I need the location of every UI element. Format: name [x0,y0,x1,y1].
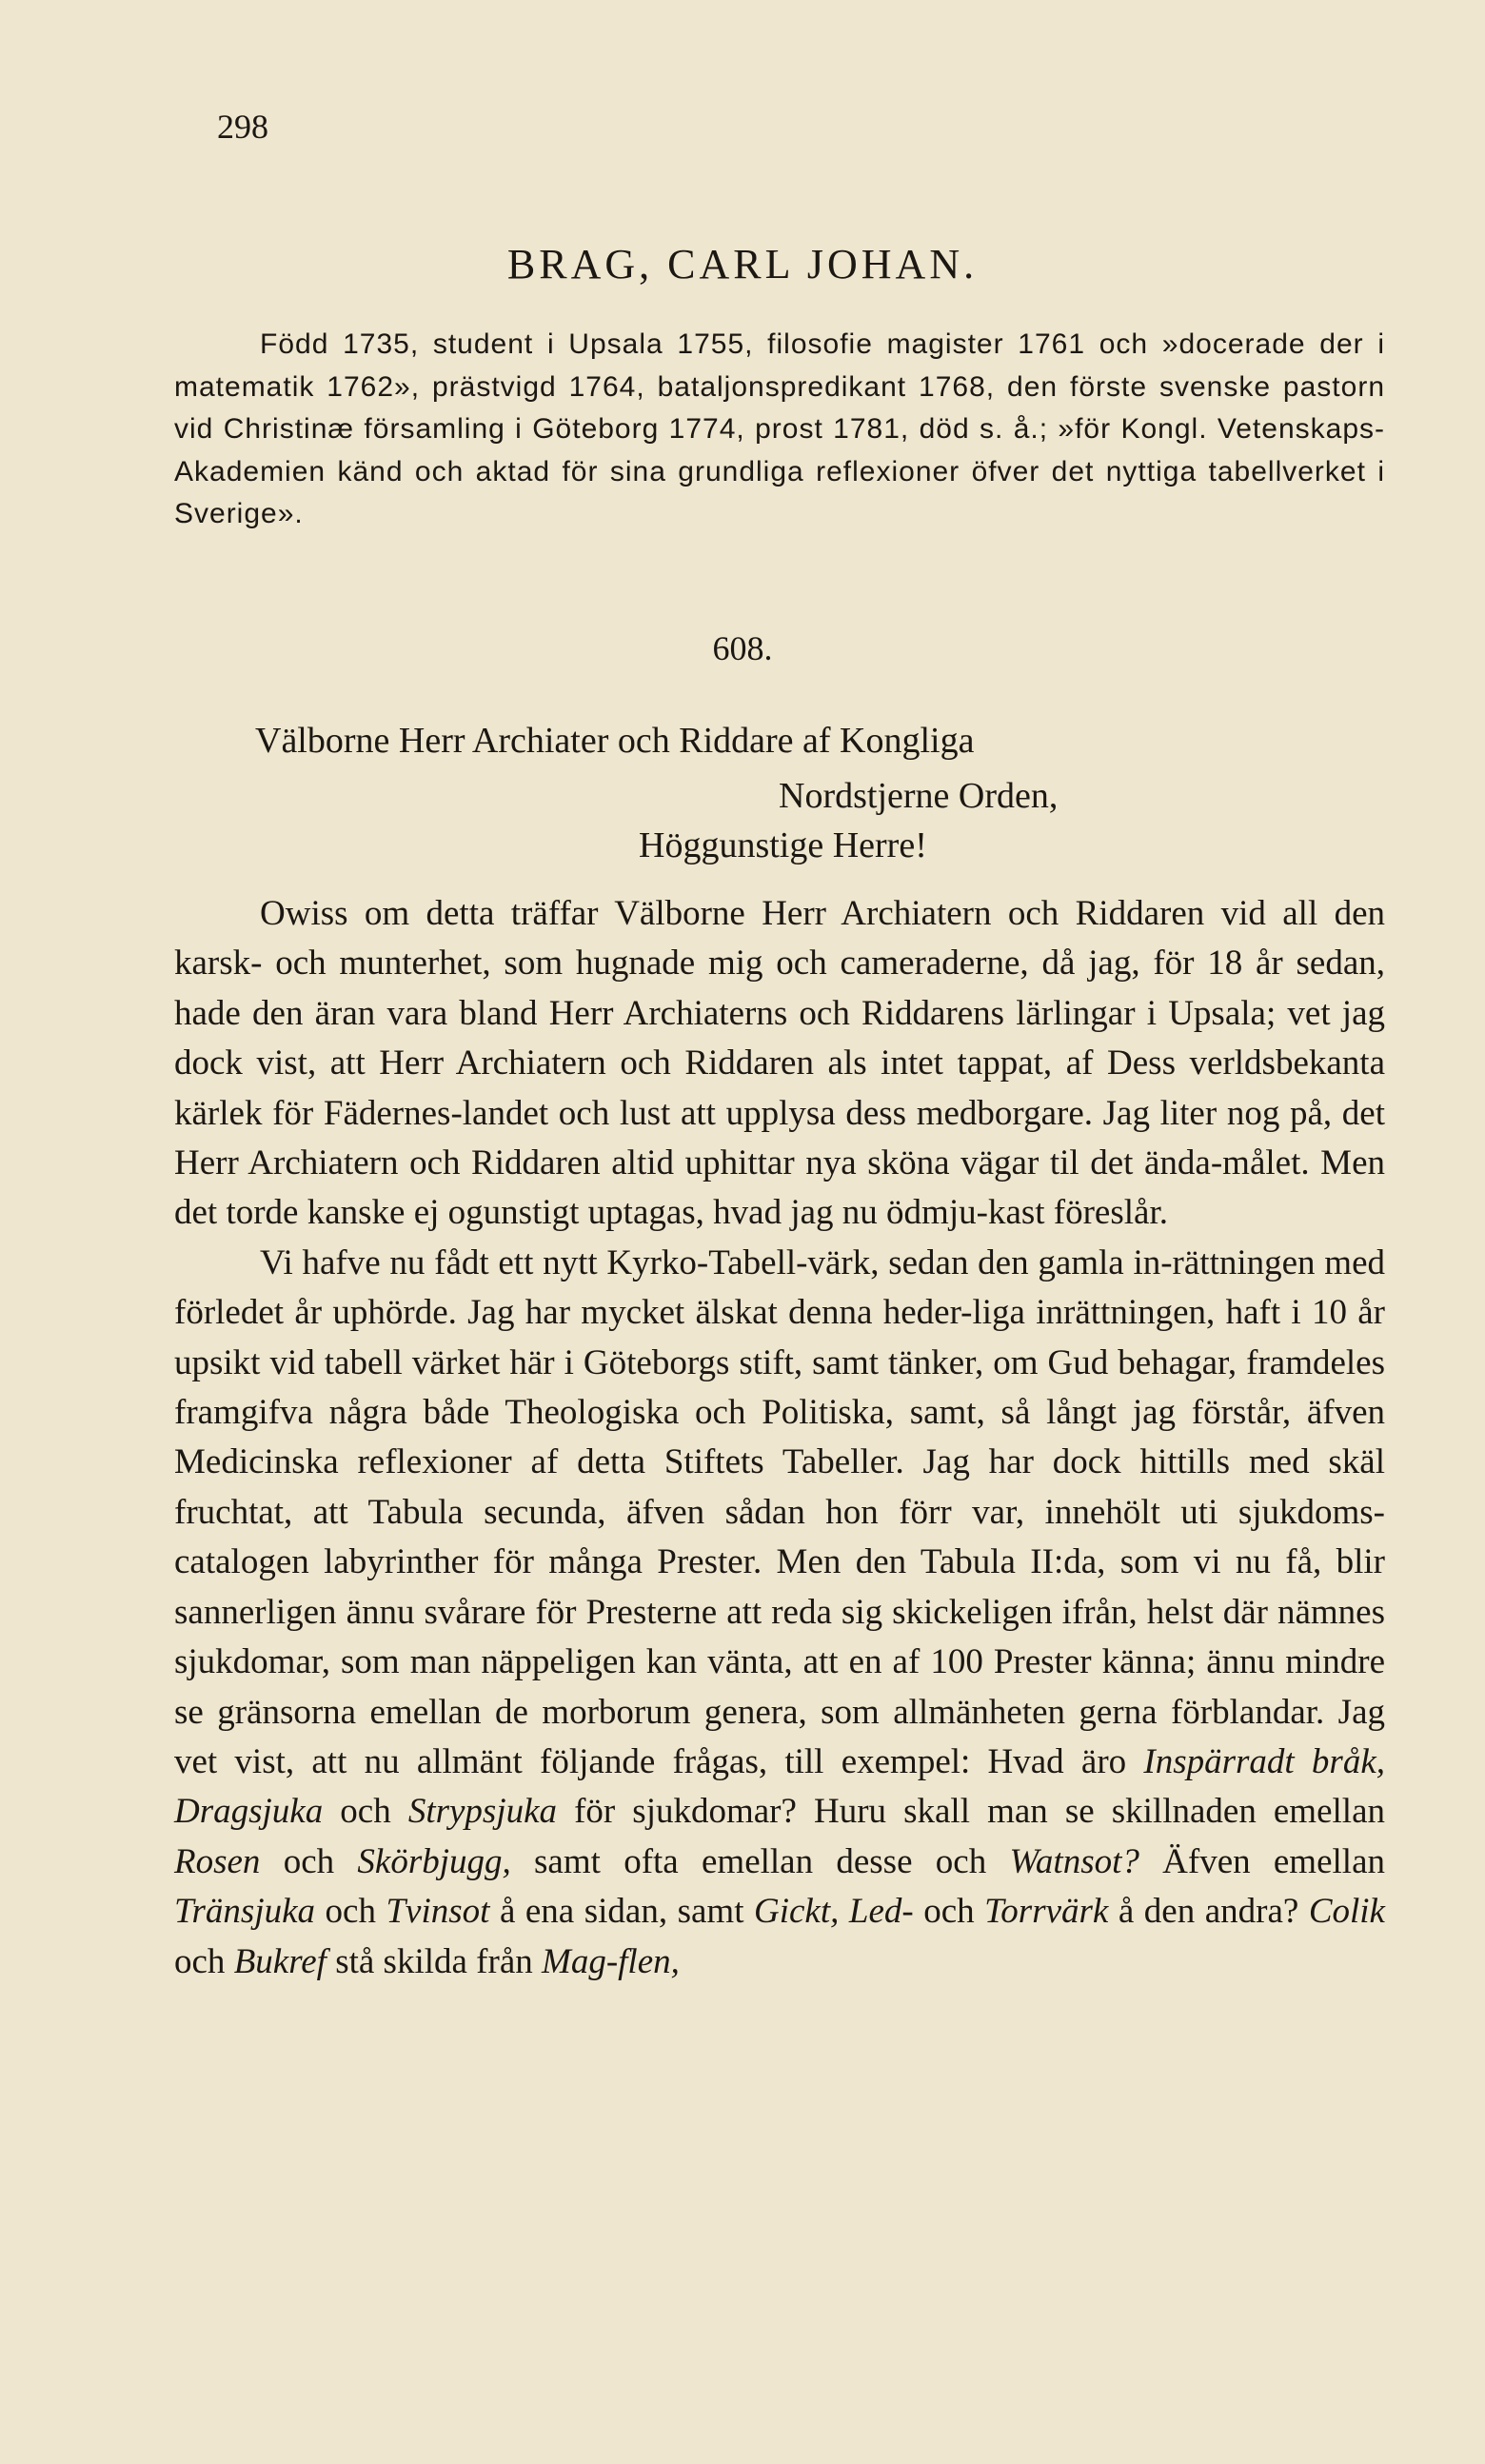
paragraph-text: och [323,1792,408,1832]
letter-paragraph-1: Owiss om detta träffar Välborne Herr Archiatern och Riddaren vid all den karsk- och munterhet, som hugnade mig och cameraderne, då jag, för 18 år sedan, hade den äran vara bland Herr Archiaterns och Riddarens lärlingar i Upsala; vet jag dock vist, att Herr Archiatern och Riddaren als intet tappat, af Dess verldsbekanta kärlek för Fädernes-landet och lust att upplysa dess medborgare. Jag liter nog på, det Herr Archiatern och Riddaren altid uphittar nya sköna vägar til det ända-målet. Men det torde kanske ej ogunstigt uptagas, hvad jag nu ödmju-kast föreslår. [174,894,1385,1233]
paragraph-text: Vi hafve nu fådt ett nytt Kyrko-Tabell-värk, sedan den gamla in-rättningen med förledet år uphörde. Jag har mycket älskat denna heder-liga inrättningen, haft i 10 år upsikt vid tabell värket här i Göteborgs stift, samt tänker, om Gud behagar, framdeles framgifva några både Theologiska och Politiska, samt, så långt jag förstår, äfven Medicinska reflexioner af detta Stiftets Tabeller. Jag har dock hittills med skäl fruchtat, att Tabula secunda, äfven sådan hon förr var, innehölt uti sjukdoms-catalogen labyrinther för många Prester. Men den Tabula II:da, som vi nu få, blir sannerligen ännu svårare för Presterne att reda sig skickeligen ifrån, helst där nämnes sjukdomar, som man näppeligen kan vänta, att en af 100 Prester känna; ännu mindre se gränsorna emellan de morborum genera, som allmänheten gerna förblandar. Jag vet vist, att nu allmänt följande frågas, till exempel: Hvad äro [174,1242,1385,1781]
biography-text: Född 1735, student i Upsala 1755, filosofie magister 1761 och »docerade der i matematik 1762», prästvigd 1764, bataljonspredikant 1768, den förste svenske pastorn vid Christinæ församling i Göteborg 1774, prost 1781, död s. å.; »för Kongl. Vetenskaps-Akademien känd och aktad för sina grundliga reflexioner öfver det nyttiga tabellverket i Sverige». [174,328,1385,529]
italic-term: Skörbjugg, [357,1841,511,1881]
paragraph-text: stå skilda från [326,1941,542,1981]
salutation-line-1: Välborne Herr Archiater och Riddare af Kongliga [255,721,975,761]
italic-term: Strypsjuka [407,1792,558,1832]
italic-term: Dragsjuka [174,1792,324,1832]
paragraph-text: och [260,1841,358,1881]
page-number: 298 [217,108,268,146]
paragraph-text: för sjukdomar? Huru skall man se skillnaden emellan [557,1792,1385,1832]
entry-heading: BRAG, CARL JOHAN. [506,241,979,288]
italic-term: Mag-flen, [542,1941,680,1981]
paragraph-text: och [913,1892,985,1932]
letter-number: 608. [712,629,773,667]
italic-term: Watnsot? [1009,1841,1139,1881]
italic-term: Gickt, Led- [753,1892,914,1932]
italic-term: Colik [1308,1892,1385,1932]
paragraph-text: å ena sidan, samt [489,1892,754,1932]
paragraph-text: och [315,1892,386,1932]
salutation-line-3: Höggunstige Herre! [639,825,927,865]
italic-term: Tvinsot [386,1892,490,1932]
letter-body [174,889,1385,1987]
biography-paragraph [174,324,1385,536]
italic-term: Inspärradt bråk, [1143,1741,1385,1781]
italic-term: Torrvärk [984,1892,1109,1932]
paragraph-text: samt ofta emellan desse och [510,1841,1010,1881]
paragraph-text: å den andra? [1108,1892,1309,1932]
italic-term: Tränsjuka [174,1892,316,1932]
letter-paragraph-2 [174,1239,1385,1987]
italic-term: Rosen [174,1841,261,1881]
paragraph-text: Äfven emellan [1138,1841,1385,1881]
salutation-line-2: Nordstjerne Orden, [779,776,1059,816]
italic-term: Bukref [233,1941,327,1981]
paragraph-text: och [174,1941,234,1981]
